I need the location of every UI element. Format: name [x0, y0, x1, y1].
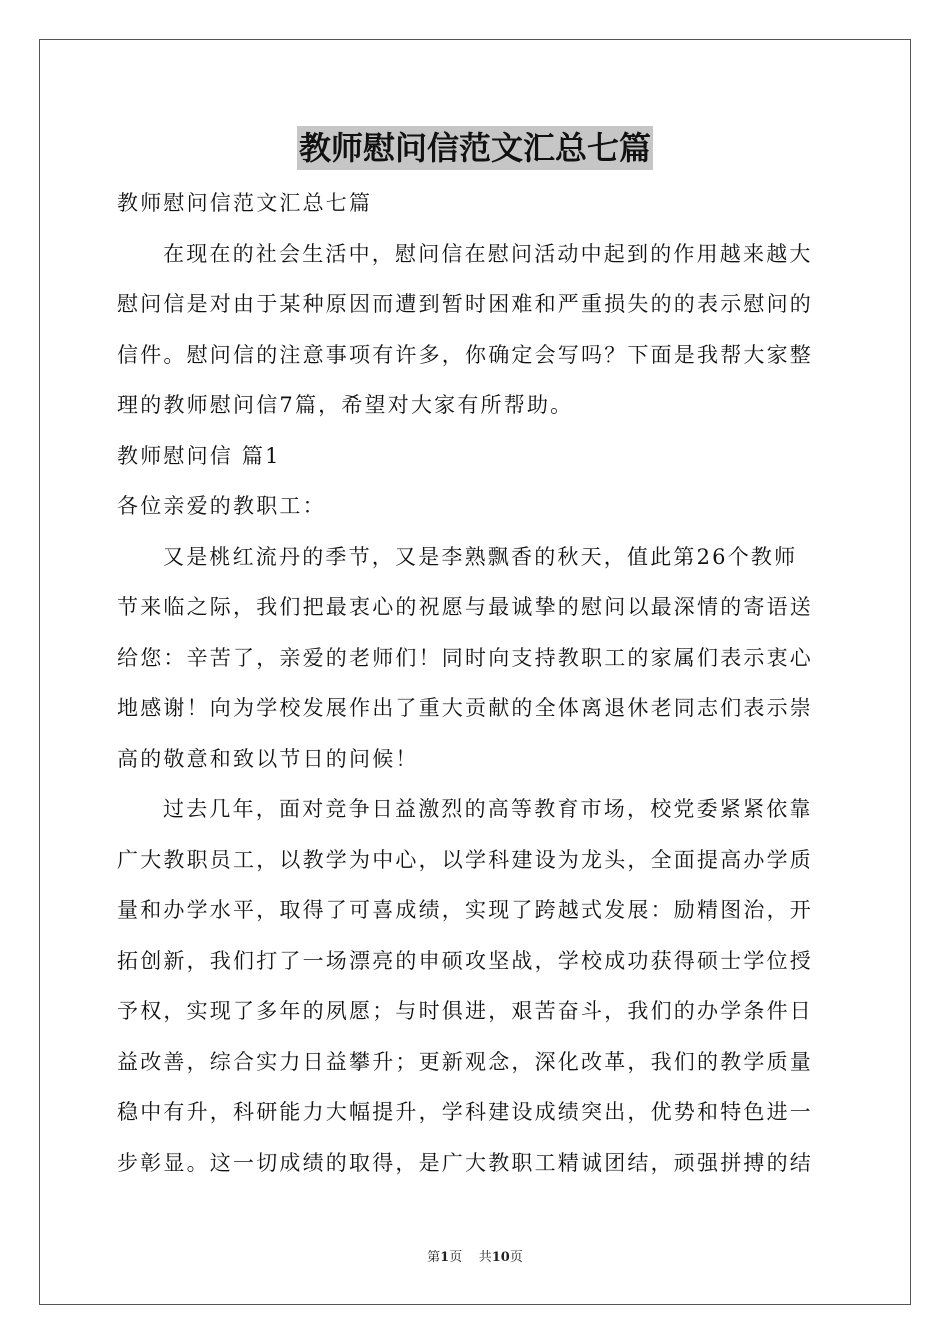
document-body [117, 178, 833, 1188]
text-line: 高的敬意和致以节日的问候！ [117, 746, 419, 771]
text-line: 理的教师慰问信7篇，希望对大家有所帮助。 [117, 393, 574, 417]
text-line: 信件。慰问信的注意事项有许多，你确定会写吗？下面是我帮大家整 [117, 342, 813, 367]
text-line: 予权，实现了多年的夙愿；与时俱进，艰苦奋斗，我们的办学条件日 [117, 999, 813, 1023]
text-line: 过去几年，面对竞争日益激烈的高等教育市场，校党委紧紧依靠 [163, 797, 813, 821]
page-prefix: 第 [427, 1250, 441, 1265]
title-wrap [0, 126, 950, 170]
total-pages: 10 [491, 1250, 510, 1265]
text-line: 地感谢！向为学校发展作出了重大贡献的全体离退休老同志们表示崇 [117, 696, 813, 720]
page-suffix: 页 [449, 1250, 463, 1265]
text-line: 各位亲爱的教职工： [117, 494, 326, 518]
text-line: 慰问信是对由于某种原因而遭到暂时困难和严重损失的的表示慰问的 [117, 292, 813, 316]
total-prefix: 共 [478, 1250, 492, 1265]
total-suffix: 页 [509, 1250, 523, 1265]
text-line: 广大教职员工，以教学为中心，以学科建设为龙头，全面提高办学质 [117, 847, 813, 872]
text-line: 拓创新，我们打了一场漂亮的申硕攻坚战，学校成功获得硕士学位授 [117, 948, 813, 973]
text-line: 步彰显。这一切成绩的取得，是广大教职工精诚团结，顽强拼搏的结 [117, 1150, 813, 1175]
text-line: 教师慰问信范文汇总七篇 [117, 191, 373, 215]
text-line: 益改善，综合实力日益攀升；更新观念，深化改革，我们的教学质量 [117, 1049, 813, 1074]
text-line: 稳中有升，科研能力大幅提升，学科建设成绩突出，优势和特色进一 [117, 1100, 813, 1124]
text-line: 又是桃红流丹的季节，又是李熟飘香的秋天，值此第26个教师 [163, 544, 798, 569]
text-line: 量和办学水平，取得了可喜成绩，实现了跨越式发展：励精图治，开 [117, 898, 813, 922]
text-line: 给您：辛苦了，亲爱的老师们！同时向支持教职工的家属们表示衷心 [117, 645, 813, 670]
text-line: 节来临之际，我们把最衷心的祝愿与最诚挚的慰问以最深情的寄语送 [117, 595, 813, 619]
page-footer [0, 1246, 950, 1265]
text-line: 在现在的社会生活中，慰问信在慰问活动中起到的作用越来越大 [163, 241, 813, 266]
document-title: 教师慰问信范文汇总七篇 [297, 126, 653, 170]
page-number: 1 [440, 1250, 450, 1265]
text-line: 教师慰问信 篇1 [117, 443, 281, 468]
